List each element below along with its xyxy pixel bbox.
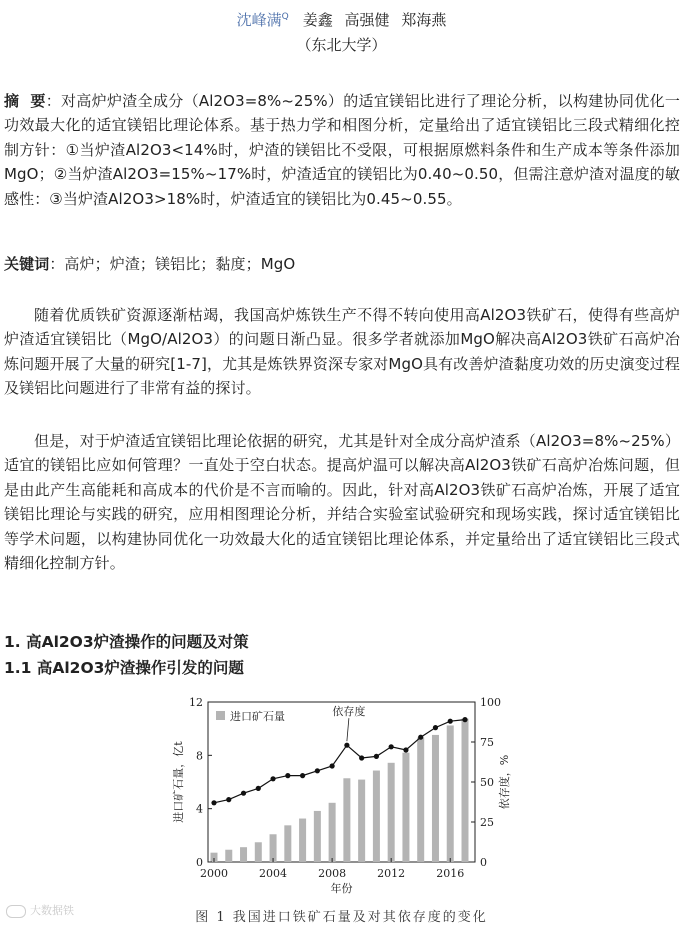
author-line	[0, 6, 683, 31]
bar	[402, 753, 409, 862]
bar	[388, 763, 395, 862]
line-point	[433, 725, 438, 730]
line-point	[226, 797, 231, 802]
y2-tick-label: 100	[480, 696, 501, 709]
keywords-text: ：高炉；炉渣；镁铝比；黏度；MgO	[49, 255, 296, 273]
line-point	[270, 776, 275, 781]
legend-label: 进口矿石量	[230, 710, 285, 723]
line-point	[285, 773, 290, 778]
bar	[329, 803, 336, 862]
watermark: 大数据铁	[6, 902, 74, 918]
x-axis-label: 年份	[330, 882, 353, 895]
bar	[447, 725, 454, 862]
abstract-text: ：对高炉炉渣全成分（Al2O3=8%~25%）的适宜镁铝比进行了理论分析，以构建协同优化一功效最大化的适宜镁铝比理论体系。基于热力学和相图分析，定量给出了适宜镁铝比三段式精细化控制方针：①当炉渣Al2O3<14%时，炉渣的镁铝比不受限，可根据原燃料条件和生产成本等条件添加MgO；②当炉渣Al2O3=15%~17%时，炉渣适宜的镁铝比为0.40~0.50，但需注意炉渣对温度的敏感性：③当炉渣Al2O3>18%时，炉渣适宜的镁铝比为0.45~0.55。	[4, 92, 680, 208]
author-name: 姜鑫	[302, 11, 333, 29]
x-tick-label: 2004	[259, 867, 288, 880]
figure-caption: 图 1 我国进口铁矿石量及对其依存度的变化	[195, 910, 488, 925]
chart-svg	[160, 690, 530, 898]
line-point	[448, 719, 453, 724]
x-tick-label: 2012	[377, 867, 406, 880]
line-point	[256, 786, 261, 791]
abstract	[4, 89, 680, 211]
affiliation: （东北大学）	[296, 36, 387, 54]
subsection-heading: 1.1 高Al2O3炉渣操作引发的问题	[4, 659, 244, 677]
bar	[462, 719, 469, 862]
y2-tick-label: 25	[480, 816, 494, 829]
abstract-label: 摘 要	[4, 92, 46, 110]
x-tick-label: 2008	[318, 867, 347, 880]
author-link[interactable]: 沈峰满	[236, 11, 282, 29]
y-tick-label: 4	[196, 802, 203, 816]
bar	[225, 850, 232, 862]
bar	[343, 778, 350, 862]
bar	[358, 780, 365, 862]
line-point	[315, 768, 320, 773]
body-paragraph: 但是，对于炉渣适宜镁铝比理论依据的研究，尤其是针对全成分高炉渣系（Al2O3=8%~25%）适宜的镁铝比应如何管理？一直处于空白状态。提高炉温可以解决高Al2O3铁矿石高炉冶炼问题，但是由此产生高能耗和高成本的代价是不言而喻的。因此，针对高Al2O3铁矿石高炉冶炼，开展了适宜镁铝比理论与实践的研究，应用相图理论分析，并结合实验室试验研究和现场实践，探讨适宜镁铝比等学术问题，以构建协同优化一功效最大化的适宜镁铝比理论体系，并定量给出了适宜镁铝比三段式精细化控制方针。	[4, 432, 680, 573]
bar	[432, 735, 439, 862]
author-name: 高强健	[344, 11, 390, 29]
y2-axis-label: 依存度，%	[498, 754, 511, 810]
line-point	[462, 717, 467, 722]
keywords	[4, 252, 680, 276]
bar	[314, 811, 321, 862]
y2-tick-label: 0	[480, 856, 487, 869]
y2-tick-label: 50	[480, 776, 494, 789]
y2-tick-label: 75	[480, 736, 494, 749]
line-point	[389, 744, 394, 749]
line-point	[403, 747, 408, 752]
bar	[299, 819, 306, 862]
bar	[373, 771, 380, 862]
watermark-logo-icon	[6, 905, 26, 918]
search-icon[interactable]: Q	[281, 12, 289, 22]
y-tick-label: 8	[196, 749, 203, 763]
line-point	[300, 773, 305, 778]
body-paragraph: 随着优质铁矿资源逐渐枯竭，我国高炉炼铁生产不得不转向使用高Al2O3铁矿石，使得有些高炉炉渣适宜镁铝比（MgO/Al2O3）的问题日渐凸显。很多学者就添加MgO解决高Al2O3铁矿石高炉冶炼问题开展了大量的研究[1-7]，尤其是炼铁界资深专家对MgO具有改善炉渣黏度功效的历史演变过程及镁铝比问题进行了非常有益的探讨。	[4, 306, 680, 398]
line-point	[241, 791, 246, 796]
line-annotation: 依存度	[332, 705, 366, 719]
line-point	[418, 735, 423, 740]
legend-swatch	[216, 711, 225, 720]
dependency-line	[214, 720, 465, 803]
bar	[284, 825, 291, 862]
annotation-leader	[347, 718, 349, 741]
bar	[255, 842, 262, 862]
x-tick-label: 2016	[436, 867, 465, 880]
bar	[240, 847, 247, 862]
line-point	[344, 743, 349, 748]
y-tick-label: 0	[196, 856, 203, 869]
line-point	[330, 763, 335, 768]
section-heading: 1. 高Al2O3炉渣操作的问题及对策	[4, 633, 249, 651]
author-name: 郑海燕	[401, 11, 447, 29]
keywords-label: 关键词	[4, 255, 50, 273]
y-axis-label: 进口矿石量，亿t	[172, 741, 185, 823]
y-tick-label: 12	[189, 696, 203, 709]
line-point	[359, 755, 364, 760]
bar	[270, 834, 277, 862]
figure-1	[160, 690, 530, 898]
x-tick-label: 2000	[200, 867, 228, 880]
bar	[417, 738, 424, 862]
line-point	[374, 754, 379, 759]
line-point	[211, 800, 216, 805]
